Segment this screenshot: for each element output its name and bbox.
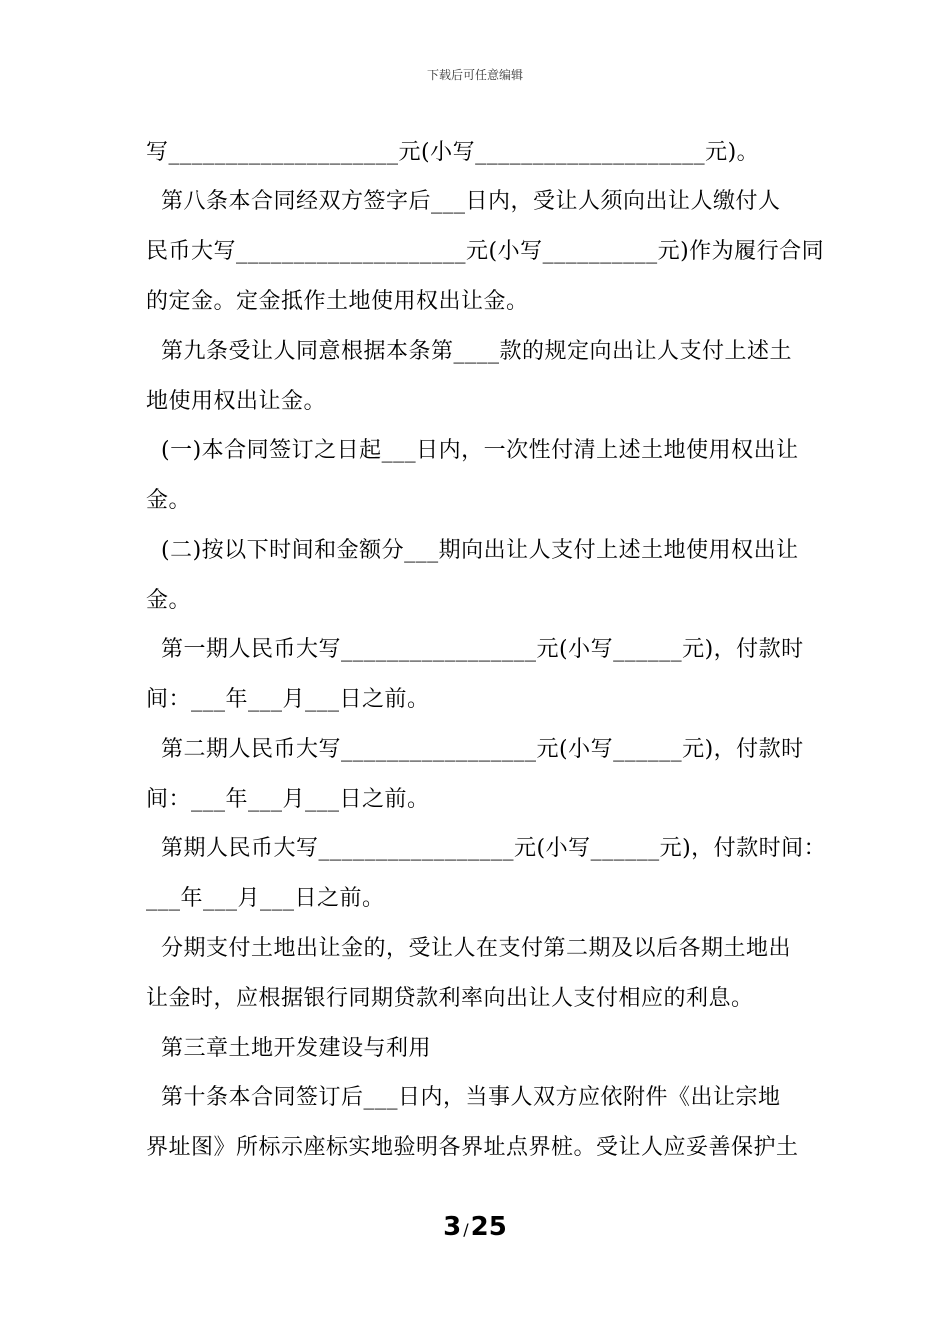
- text-line: 分期支付土地出让金的，受让人在支付第二期及以后各期土地出: [146, 936, 791, 961]
- text-line: 第八条本合同经双方签字后___日内，受让人须向出让人缴付人: [146, 189, 781, 214]
- text-line: 第十条本合同签订后___日内，当事人双方应依附件《出让宗地: [146, 1085, 781, 1110]
- text-line: 第二期人民币大写_________________元(小写______元)，付款时: [146, 737, 804, 762]
- text-line: 间：___年___月___日之前。: [146, 787, 430, 812]
- chapter-heading: 第三章土地开发建设与利用: [146, 1036, 431, 1061]
- total-pages: 25: [470, 1212, 507, 1242]
- text-line: (一)本合同签订之日起___日内，一次性付清上述土地使用权出让: [146, 438, 799, 463]
- text-line: (二)按以下时间和金额分___期向出让人支付上述土地使用权出让: [146, 538, 799, 563]
- page-number: [0, 1212, 950, 1245]
- text-line: 民币大写____________________元(小写__________元)作为履行合同: [146, 239, 825, 264]
- current-page: 3: [443, 1212, 462, 1242]
- text-line: 第期人民币大写_________________元(小写______元)，付款时间：: [146, 836, 827, 861]
- page-header: 下载后可任意编辑: [426, 68, 523, 82]
- text-line: ___年___月___日之前。: [146, 886, 385, 911]
- text-line: 写____________________元(小写____________________元)。: [146, 140, 760, 165]
- text-line: 金。: [146, 588, 192, 613]
- text-line: 金。: [146, 488, 192, 513]
- page-separator: /: [463, 1220, 469, 1239]
- text-line: 界址图》所标示座标实地验明各界址点界桩。受让人应妥善保护土: [146, 1135, 799, 1160]
- text-line: 地使用权出让金。: [146, 389, 327, 414]
- text-line: 的定金。定金抵作土地使用权出让金。: [146, 289, 529, 314]
- text-line: 间：___年___月___日之前。: [146, 687, 430, 712]
- text-line: 让金时，应根据银行同期贷款利率向出让人支付相应的利息。: [146, 986, 754, 1011]
- text-line: 第九条受让人同意根据本条第____款的规定向出让人支付上述土: [146, 339, 792, 364]
- text-line: 第一期人民币大写_________________元(小写______元)，付款时: [146, 637, 804, 662]
